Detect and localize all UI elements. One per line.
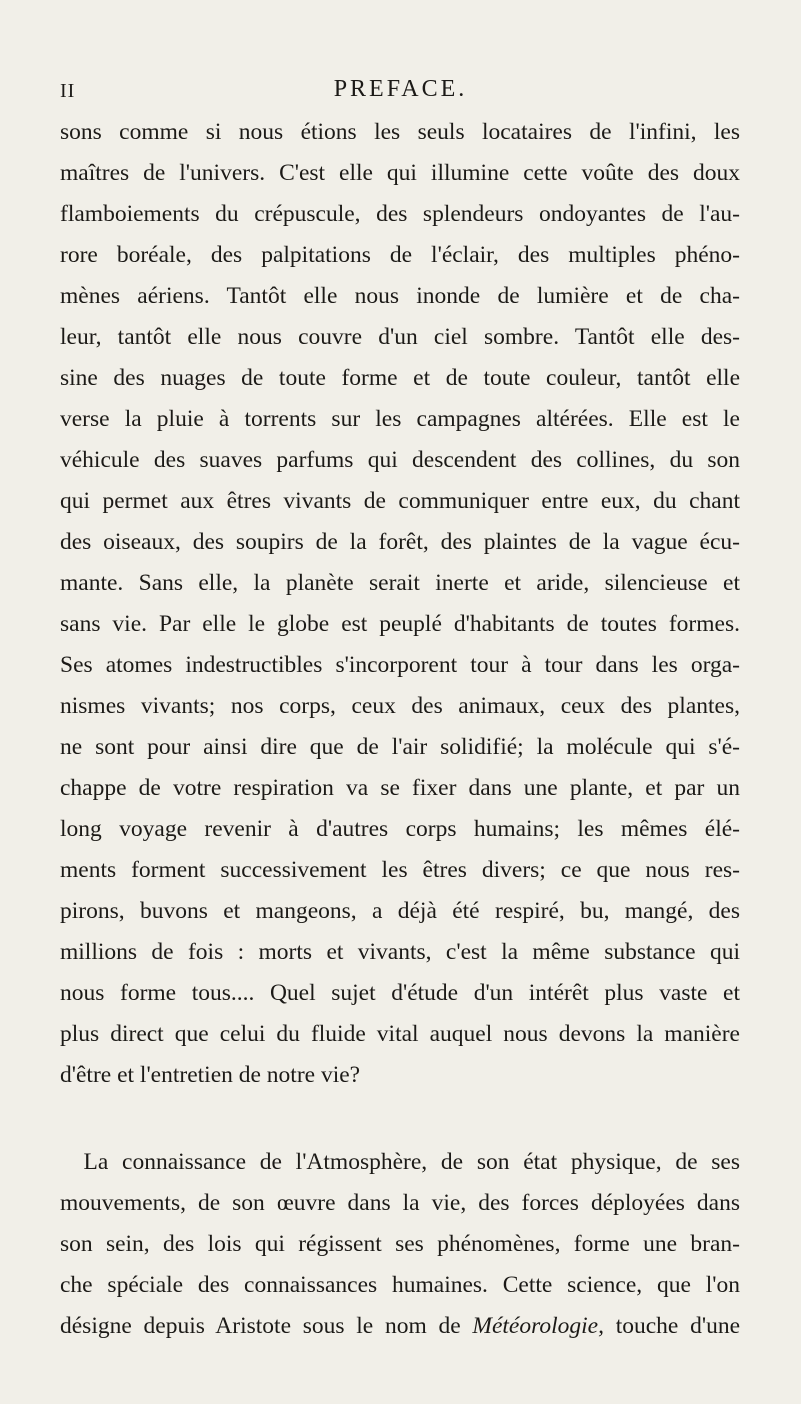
text-line (60, 1306, 740, 1347)
text-line: des oiseaux, des soupirs de la forêt, des plaintes de la vague écu- (60, 529, 740, 555)
text-line: leur, tantôt elle nous couvre d'un ciel sombre. Tantôt elle des- (60, 324, 740, 350)
text-fragment: désigne depuis Aristote sous le nom de (60, 1313, 461, 1339)
text-line: sine des nuages de toute forme et de toute couleur, tantôt elle (60, 365, 740, 391)
text-line: sans vie. Par elle le globe est peuplé d'habitants de toutes formes. (60, 611, 740, 637)
paragraph-2 (60, 1142, 740, 1347)
page-header (60, 76, 741, 106)
text-line: long voyage revenir à d'autres corps humains; les mêmes élé- (60, 816, 740, 842)
text-line: ne sont pour ainsi dire que de l'air solidifié; la molécule qui s'é- (60, 734, 740, 760)
text-line: d'être et l'entretien de notre vie? (60, 1062, 361, 1088)
body-text (60, 112, 740, 1347)
text-line: sons comme si nous étions les seuls locataires de l'infini, les (60, 119, 740, 145)
paragraph-1 (60, 112, 740, 1096)
text-line: mouvements, de son œuvre dans la vie, des forces déployées dans (60, 1190, 740, 1216)
text-line: ments forment successivement les êtres divers; ce que nous res- (60, 857, 740, 883)
text-line: flamboiements du crépuscule, des splendeurs ondoyantes de l'au- (60, 201, 740, 227)
text-line: nismes vivants; nos corps, ceux des animaux, ceux des plantes, (60, 693, 740, 719)
text-line: véhicule des suaves parfums qui descendent des collines, du son (60, 447, 740, 473)
italic-title: Météorologie, (472, 1313, 604, 1339)
paragraph-gap (60, 1096, 740, 1142)
text-line: mante. Sans elle, la planète serait inerte et aride, silencieuse et (60, 570, 740, 596)
text-fragment: touche d'une (615, 1313, 740, 1339)
text-line: nous forme tous.... Quel sujet d'étude d'un intérêt plus vaste et (60, 980, 740, 1006)
text-fragment: La connaissance de l'Atmosphère, de son état physique, de ses (83, 1149, 740, 1175)
text-line: maîtres de l'univers. C'est elle qui illumine cette voûte des doux (60, 160, 740, 186)
text-line: son sein, des lois qui régissent ses phénomènes, forme une bran- (60, 1231, 740, 1257)
text-line: Ses atomes indestructibles s'incorporent tour à tour dans les orga- (60, 652, 740, 678)
text-line: verse la pluie à torrents sur les campagnes altérées. Elle est le (60, 406, 740, 432)
text-line: rore boréale, des palpitations de l'éclair, des multiples phéno- (60, 242, 740, 268)
page-number: II (60, 80, 76, 102)
running-title: PREFACE. (333, 76, 468, 102)
text-line: pirons, buvons et mangeons, a déjà été respiré, bu, mangé, des (60, 898, 740, 924)
text-line (60, 1142, 740, 1183)
text-line: che spéciale des connaissances humaines. Cette science, que l'on (60, 1272, 740, 1298)
text-line: qui permet aux êtres vivants de communiquer entre eux, du chant (60, 488, 740, 514)
text-line: mènes aériens. Tantôt elle nous inonde de lumière et de cha- (60, 283, 740, 309)
text-line: millions de fois : morts et vivants, c'est la même substance qui (60, 939, 740, 965)
text-line: plus direct que celui du fluide vital auquel nous devons la manière (60, 1021, 740, 1047)
text-line: chappe de votre respiration va se fixer dans une plante, et par un (60, 775, 740, 801)
